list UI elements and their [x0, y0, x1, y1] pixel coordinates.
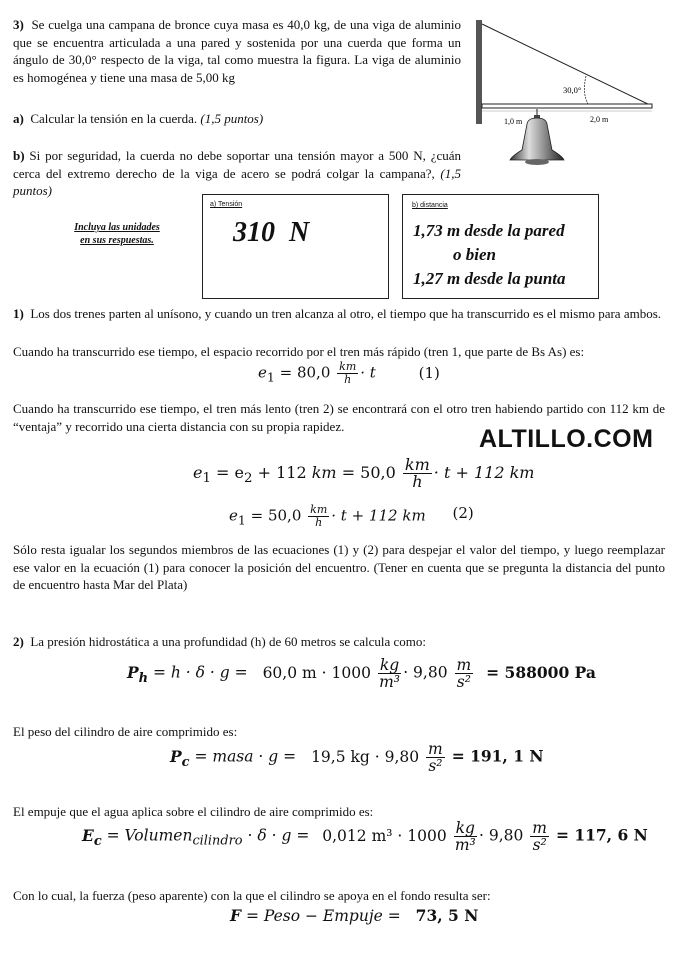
problem2-para4	[13, 887, 665, 905]
problem1-number: 1)	[13, 306, 24, 321]
part-b-text: Si por seguridad, la cuerda no debe soportar una tensión mayor a 500 N, ¿cuán cerca del extremo derecho de la viga de acero se podrá colgar la campana?,	[13, 148, 462, 181]
problem2-text3: El empuje que el agua aplica sobre el cilindro de aire comprimido es:	[13, 804, 374, 819]
equation-pc: $P_c$ = masa · g = 19,5 kg · 9,80 $\frac{m}{\text{s²}}$ = 191, 1 N	[170, 740, 544, 775]
equation-2a: $e_1 = e_2 + 112$ km = 50,0 $\frac{km}{h}$ · t + 112 km	[193, 455, 535, 491]
problem1-text2: Cuando ha transcurrido ese tiempo, el espacio recorrido por el tren más rápido (tren 1, que parte de Bs As) es:	[13, 344, 585, 359]
answer-b-line1: 1,73 m desde la pared	[413, 221, 565, 240]
part-b-points: (1,5 puntos)	[13, 165, 462, 198]
answer-a-value: 310 N	[233, 217, 310, 248]
problem1-para1	[13, 305, 665, 323]
problem3-statement	[13, 16, 461, 86]
units-note	[56, 221, 178, 247]
angle-label: 30,0°	[563, 85, 582, 95]
part-a-points: (1,5 puntos)	[200, 111, 264, 126]
problem3-part-b	[13, 147, 461, 200]
problem2-para1	[13, 633, 665, 651]
left-length-label: 1,0 m	[504, 117, 523, 126]
wall	[476, 20, 482, 124]
equation-ec: $E_c$ = Volumen$_{cilindro}$ · δ · g = 0,012 m³ · 1000 $\frac{kg}{\text{m³}}$ · 9,80 $\frac{m}{\text{s²}}$ = 117, 6 N	[82, 819, 648, 854]
problem1-text1: Los dos trenes parten al unísono, y cuando un tren alcanza al otro, el tiempo que ha transcurrido es el mismo para ambos.	[30, 306, 662, 321]
beam	[482, 104, 652, 108]
answer-box-tension	[202, 194, 389, 299]
problem3-text: Se cuelga una campana de bronce cuya masa es 40,0 kg, de una viga de aluminio que se encuentra articulada a una pared y sostenida por una cuerda que forma un ángulo de 30,0° respecto de la viga, tal como muestra la figura. La viga de aluminio es homogénea y tiene una masa de 5,00 kg	[13, 17, 462, 85]
equation-1: $e_1 = 80,0$ $\frac{km}{h}$ · t (1)	[258, 360, 440, 386]
answer-box-distance	[402, 194, 599, 299]
problem1-text3: Cuando ha transcurrido ese tiempo, el tren más lento (tren 2) se encontrará con el otro tren habiendo partido con 112 km de “ventaja” y recorrido una cierta distancia con su propia rapidez.	[13, 401, 665, 434]
angle-arc	[584, 76, 588, 104]
equation-f: F = Peso − Empuje = 73, 5 N	[230, 906, 479, 925]
altillo-watermark: ALTILLO.COM	[479, 425, 654, 453]
equation-ph: $P_h = h \cdot \delta \cdot g = 60,0$ m · 1000 $\frac{kg}{\text{m³}}$ · 9,80 $\frac{m}{\text{s²}}$ = 588000 Pa	[127, 656, 596, 691]
problem2-text2: El peso del cilindro de aire comprimido es:	[13, 724, 238, 739]
problem2-number: 2)	[13, 634, 24, 649]
answer-b-line2: o bien	[453, 245, 496, 264]
part-a-label: a)	[13, 111, 24, 126]
equation-2b: $e_1 = 50,0$ $\frac{km}{h}$ · t + 112 km (2)	[229, 503, 474, 529]
units-note-line2: en sus respuestas.	[80, 235, 154, 246]
equation-2-tag: (2)	[452, 503, 474, 522]
problem2-text4: Con lo cual, la fuerza (peso aparente) con la que el cilindro se apoya en el fondo resulta ser:	[13, 888, 491, 903]
result-weight: = 191, 1 N	[451, 746, 544, 766]
problem2-para2	[13, 723, 665, 741]
right-length-label: 2,0 m	[590, 115, 609, 124]
answer-a-tag: a) Tensión	[210, 201, 243, 208]
problem1-para4	[13, 541, 665, 594]
equation-1-tag: (1)	[418, 363, 440, 382]
part-b-label: b)	[13, 148, 25, 163]
beam-bell-figure	[470, 18, 660, 178]
answer-b-line3: 1,27 m desde la punta	[413, 269, 566, 288]
problem1-text4: Sólo resta igualar los segundos miembros de las ecuaciones (1) y (2) para despejar el valor del tiempo, y luego reemplazar ese valor en la ecuación (1) para conocer la posición del encuentro. (Tener en cuenta que se pregunta la distancia del punto de encuentro hasta Mar del Plata)	[13, 542, 665, 592]
problem3-number: 3)	[13, 17, 24, 32]
result-pressure: = 588000 Pa	[486, 662, 596, 682]
result-buoyancy: = 117, 6 N	[555, 825, 648, 845]
result-force: 73, 5 N	[415, 906, 479, 925]
problem3-part-a	[13, 110, 461, 128]
problem1-para2	[13, 343, 665, 361]
part-a-text: Calcular la tensión en la cuerda.	[30, 111, 198, 126]
problem2-para3	[13, 803, 665, 821]
units-note-line1: Incluya las unidades	[74, 222, 160, 233]
problem2-text1: La presión hidrostática a una profundidad (h) de 60 metros se calcula como:	[30, 634, 426, 649]
answer-b-tag: b) distancia	[412, 202, 448, 209]
